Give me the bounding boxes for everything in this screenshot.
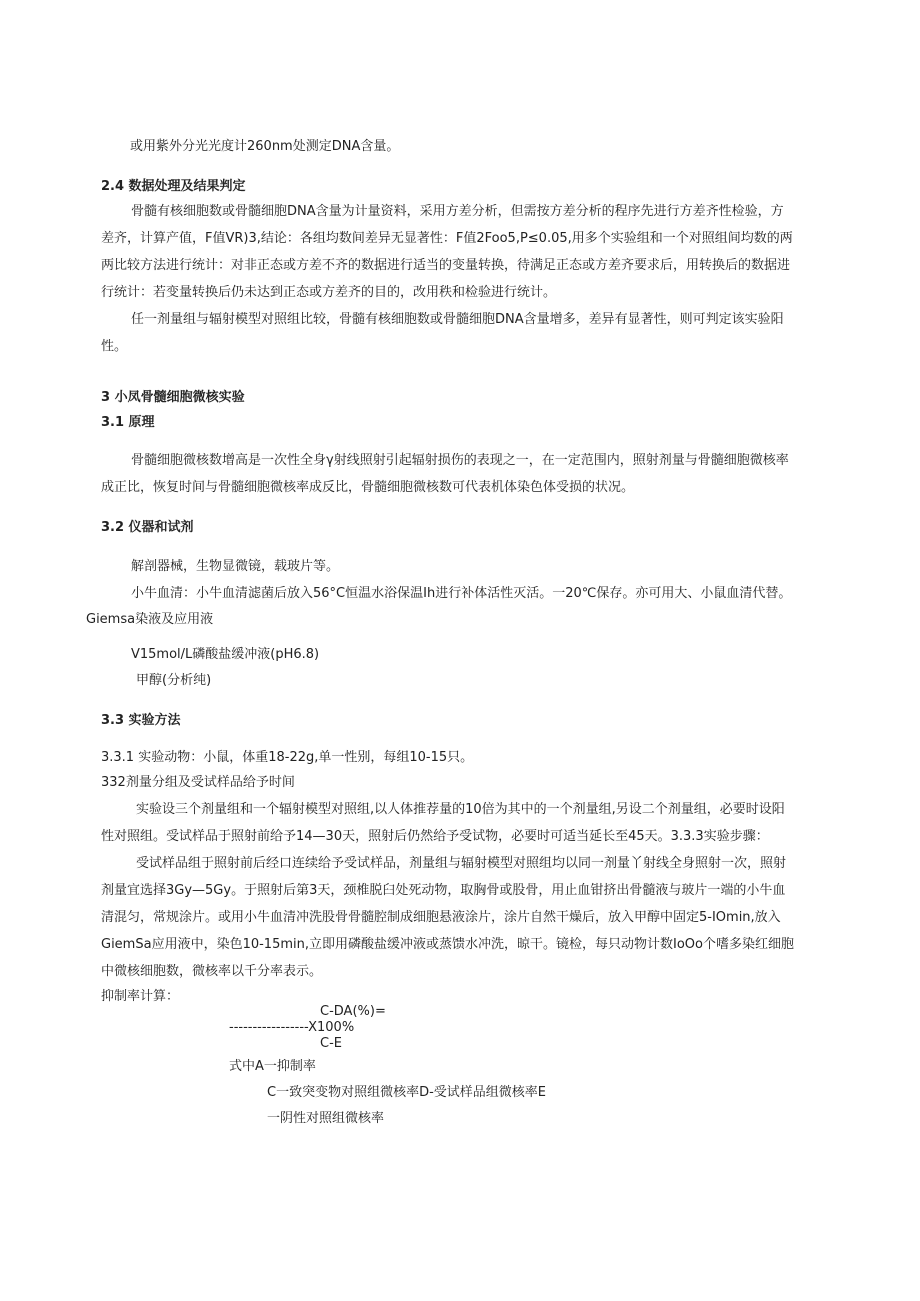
section-2-4-para1-line3: 两比较方法进行统计：对非正态或方差不齐的数据进行适当的变量转换，待满足正态或方差齐要求后，用转换后的数据进 (101, 258, 791, 273)
formula-numerator: C-DA(%)= (320, 1004, 386, 1019)
section-2-4-para1-line1: 骨髓有核细胞数或骨髓细胞DNA含量为计量资料，采用方差分析，但需按方差分析的程序先进行方差齐性检验，方 (131, 204, 784, 219)
formula-label: 抑制率计算： (101, 989, 180, 1004)
section-3-1-para-line2: 成正比，恢复时间与骨髓细胞微核率成反比，骨髓细胞微核数可代表机体染色体受损的状况。 (101, 480, 635, 495)
section-3-3-3-para-line1: 受试样品组于照射前后经口连续给予受试样品，剂量组与辐射模型对照组均以同一剂量丫射线全身照射一次，照射 (136, 856, 787, 871)
section-3-3-3-para-line3: 清混匀，常规涂片。或用小牛血清冲洗股骨骨髓腔制成细胞悬液涂片，涂片自然干燥后，放入甲醇中固定5-IOmin,放入 (101, 910, 781, 925)
section-3-1-para-line1: 骨髓细胞微核数增高是一次性全身γ射线照射引起辐射损伤的表现之一，在一定范围内，照射剂量与骨髓细胞微核率 (131, 453, 789, 468)
formula-definition-1: C一致突变物对照组微核率D-受试样品组微核率E (267, 1085, 546, 1100)
section-3-2-line2: 小牛血清：小牛血清滤菌后放入56°C恒温水浴保温Ih进行补体活性灭活。一20℃保存。亦可用大、小鼠血清代替。 (131, 586, 792, 601)
section-2-4-para1-line2: 差齐，计算产值，F值VR)3,结论：各组均数间差异无显著性：F值2Foo5,P≤0.05,用多个实验组和一个对照组间均数的两 (101, 231, 793, 246)
section-3-3-1: 3.3.1 实验动物：小鼠，体重18-22g,单一性别，每组10-15只。 (101, 750, 474, 765)
section-3-3-2-heading: 332剂量分组及受试样品给予时间 (101, 775, 295, 790)
section-2-4-heading: 2.4 数据处理及结果判定 (101, 179, 246, 194)
section-3-2-heading: 3.2 仪器和试剂 (101, 520, 194, 535)
section-3-3-3-para-line5: 中微核细胞数，微核率以千分率表示。 (101, 964, 323, 979)
section-3-2-line4: V15mol/L磷酸盐缓冲液(pH6.8) (131, 647, 320, 662)
intro-last-line: 或用紫外分光光度计260nm处测定DNA含量。 (130, 139, 400, 154)
section-3-2-line1: 解剖器械，生物显微镜，载玻片等。 (131, 559, 340, 574)
section-3-3-3-para-line2: 剂量宜选择3Gy—5Gy。于照射后第3天，颈椎脱臼处死动物，取胸骨或股骨，用止血钳挤出骨髓液与玻片一端的小牛血 (101, 883, 786, 898)
section-3-3-2-para-line1: 实验设三个剂量组和一个辐射模型对照组,以人体推荐量的10倍为其中的一个剂量组,另设二个剂量组，必要时设阳 (136, 802, 785, 817)
formula-denominator: C-E (320, 1036, 342, 1051)
section-3-heading: 3 小凤骨髓细胞微核实验 (101, 390, 245, 405)
section-3-3-2-para-line2: 性对照组。受试样品于照射前给予14—30天，照射后仍然给予受试物，必要时可适当延长至45天。3.3.3实验步骤： (101, 829, 769, 844)
section-3-1-heading: 3.1 原理 (101, 415, 155, 430)
formula-fraction-line: -----------------X100% (229, 1020, 355, 1035)
section-3-2-line5: 甲醇(分析纯) (136, 673, 212, 688)
section-2-4-para1-line4: 行统计：若变量转换后仍未达到正态或方差齐的目的，改用秩和检验进行统计。 (101, 285, 557, 300)
section-3-3-3-para-line4: GiemSa应用液中，染色10-15min,立即用磷酸盐缓冲液或蒸馈水冲洗，晾干。镜检，每只动物计数IoOo个嗜多染红细胞 (101, 937, 794, 952)
section-2-4-para2-line2: 性。 (101, 339, 128, 354)
section-2-4-para2-line1: 任一剂量组与辐射模型对照组比较，骨髓有核细胞数或骨髓细胞DNA含量增多，差异有显著性，则可判定该实验阳 (131, 312, 784, 327)
section-3-3-heading: 3.3 实验方法 (101, 713, 181, 728)
section-3-2-line3: Giemsa染液及应用液 (86, 612, 214, 627)
formula-definition-2: 一阴性对照组微核率 (267, 1111, 385, 1126)
formula-where: 式中A一抑制率 (229, 1059, 316, 1074)
